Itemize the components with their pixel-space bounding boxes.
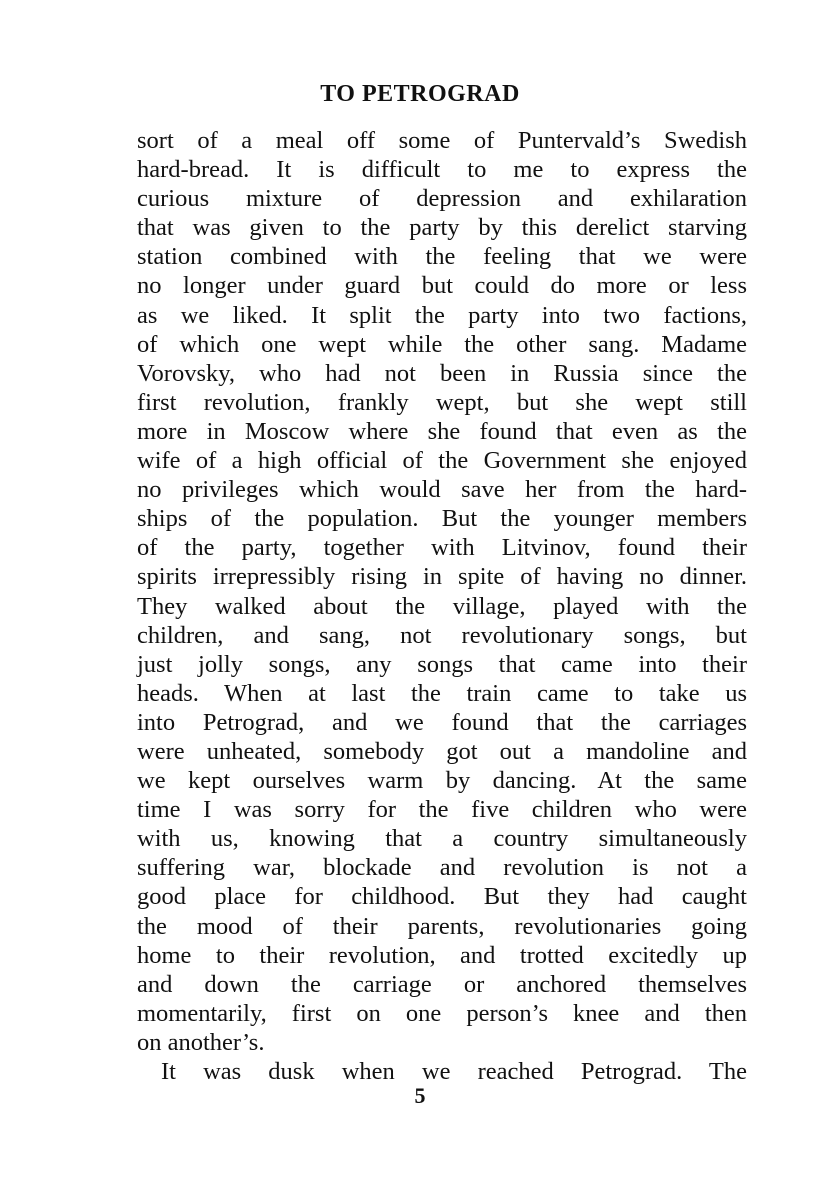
paragraph-end-line: on another’s. <box>137 1028 265 1056</box>
text-line: the mood of their parents, revolutionaries going <box>137 912 747 940</box>
text-line: no privileges which would save her from the hard- <box>137 476 747 504</box>
text-line: with us, knowing that a country simultaneously <box>137 825 747 853</box>
text-line: ships of the population. But the younger members <box>137 505 747 533</box>
text-line: curious mixture of depression and exhilaration <box>137 185 747 213</box>
text-line: children, and sang, not revolutionary songs, but <box>137 621 747 649</box>
text-line: more in Moscow where she found that even as the <box>137 417 747 445</box>
text-line: into Petrograd, and we found that the carriages <box>137 708 747 736</box>
text-line: station combined with the feeling that we were <box>137 243 747 271</box>
text-line: They walked about the village, played with the <box>137 592 747 620</box>
page-number: 5 <box>414 1083 426 1108</box>
text-line: time I was sorry for the five children who were <box>137 796 747 824</box>
text-line: Vorovsky, who had not been in Russia since the <box>137 359 747 387</box>
text-line: suffering war, blockade and revolution is not a <box>137 854 747 882</box>
text-line: wife of a high official of the Government she enjoyed <box>137 447 747 475</box>
text-line: no longer under guard but could do more or less <box>137 272 747 300</box>
text-line: good place for childhood. But they had caught <box>137 883 747 911</box>
text-line: and down the carriage or anchored themselves <box>137 970 747 998</box>
text-line: first revolution, frankly wept, but she wept still <box>137 388 747 416</box>
text-line: we kept ourselves warm by dancing. At the same <box>137 767 747 795</box>
paragraph-start-line: It was dusk when we reached Petrograd. The <box>161 1058 747 1085</box>
text-line: were unheated, somebody got out a mandoline and <box>137 737 747 765</box>
text-line: spirits irrepressibly rising in spite of having no dinner. <box>137 563 747 591</box>
body-text <box>137 126 747 1086</box>
text-line: that was given to the party by this derelict starving <box>137 214 747 242</box>
text-line: home to their revolution, and trotted excitedly up <box>137 941 747 969</box>
text-line: as we liked. It split the party into two factions, <box>137 301 747 329</box>
text-line: hard-bread. It is difficult to me to express the <box>137 156 747 184</box>
text-line: of which one wept while the other sang. Madame <box>137 330 747 358</box>
running-head: TO PETROGRAD <box>320 81 520 107</box>
text-line: sort of a meal off some of Puntervald’s Swedish <box>137 127 747 154</box>
text-line: of the party, together with Litvinov, found their <box>137 534 747 562</box>
text-line: heads. When at last the train came to take us <box>137 679 747 707</box>
text-line: momentarily, first on one person’s knee and then <box>137 999 747 1027</box>
text-line: just jolly songs, any songs that came into their <box>137 650 747 678</box>
